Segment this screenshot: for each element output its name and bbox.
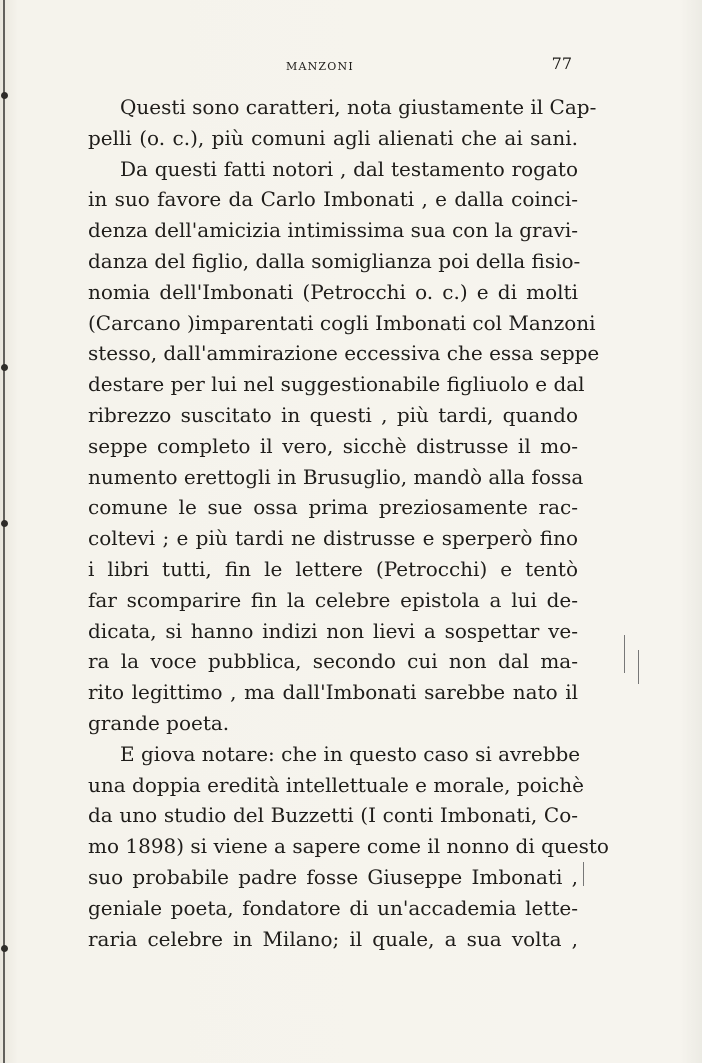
text-line: E giova notare: che in questo caso si avrebbe [120,741,581,766]
text-line: Da questi fatti notori , dal testamento rogato [120,156,578,181]
page-binding-line [3,0,5,1063]
text-line: una doppia eredità intellettuale e morale, poichè [88,772,584,797]
text-line: in suo favore da Carlo Imbonati , e dalla coinci- [88,187,578,212]
text-line: da uno studio del Buzzetti (I conti Imbonati, Co- [88,803,578,828]
binding-mark [1,945,8,952]
page-header [88,52,572,78]
text-line: destare per lui nel suggestionabile figliuolo e dal [88,372,585,397]
text-line: rito legittimo , ma dall'Imbonati sarebbe nato il [88,680,578,705]
margin-pencil-mark [638,650,639,684]
page-number: 77 [551,54,572,73]
text-line: dicata, si hanno indizi non lievi a sospettar ve- [88,618,578,643]
body-text [88,92,609,954]
text-line: (Carcano )imparentati cogli Imbonati col Manzoni [88,310,596,335]
text-line: comune le sue ossa prima preziosamente rac- [88,495,578,520]
text-line: seppe completo il vero, sicchè distrusse il mo- [88,433,578,458]
margin-pencil-mark [624,635,625,673]
text-line: nomia dell'Imbonati (Petrocchi o. c.) e di molti [88,279,578,304]
binding-mark [1,520,8,527]
text-line: ra la voce pubblica, secondo cui non dal ma- [88,649,578,674]
margin-pencil-mark [583,862,584,886]
text-line: Questi sono caratteri, nota giustamente il Cap- [120,95,597,119]
text-line: raria celebre in Milano; il quale, a sua volta , [88,926,578,951]
binding-mark [1,364,8,371]
text-line: danza del figlio, dalla somiglianza poi della fisio- [88,248,581,273]
text-line: stesso, dall'ammirazione eccessiva che essa seppe [88,341,600,366]
text-line: i libri tutti, fin le lettere (Petrocchi) e tentò [88,556,578,581]
text-line: grande poeta. [88,710,230,735]
text-line: ribrezzo suscitato in questi , più tardi, quando [88,402,578,427]
text-line: geniale poeta, fondatore di un'accademia lette- [88,895,578,920]
binding-mark [1,92,8,99]
running-title: MANZONI [286,60,354,73]
text-line: suo probabile padre fosse Giuseppe Imbonati , [88,864,578,889]
text-line: numento erettogli in Brusuglio, mandò alla fossa [88,464,584,489]
text-line: denza dell'amicizia intimissima sua con la gravi- [88,218,578,243]
text-line: coltevi ; e più tardi ne distrusse e sperperò fino [88,526,578,551]
text-line: far scomparire fin la celebre epistola a lui de- [88,587,578,612]
text-line: pelli (o. c.), più comuni agli alienati che ai sani. [88,125,578,150]
text-line: mo 1898) si viene a sapere come il nonno di questo [88,834,609,859]
